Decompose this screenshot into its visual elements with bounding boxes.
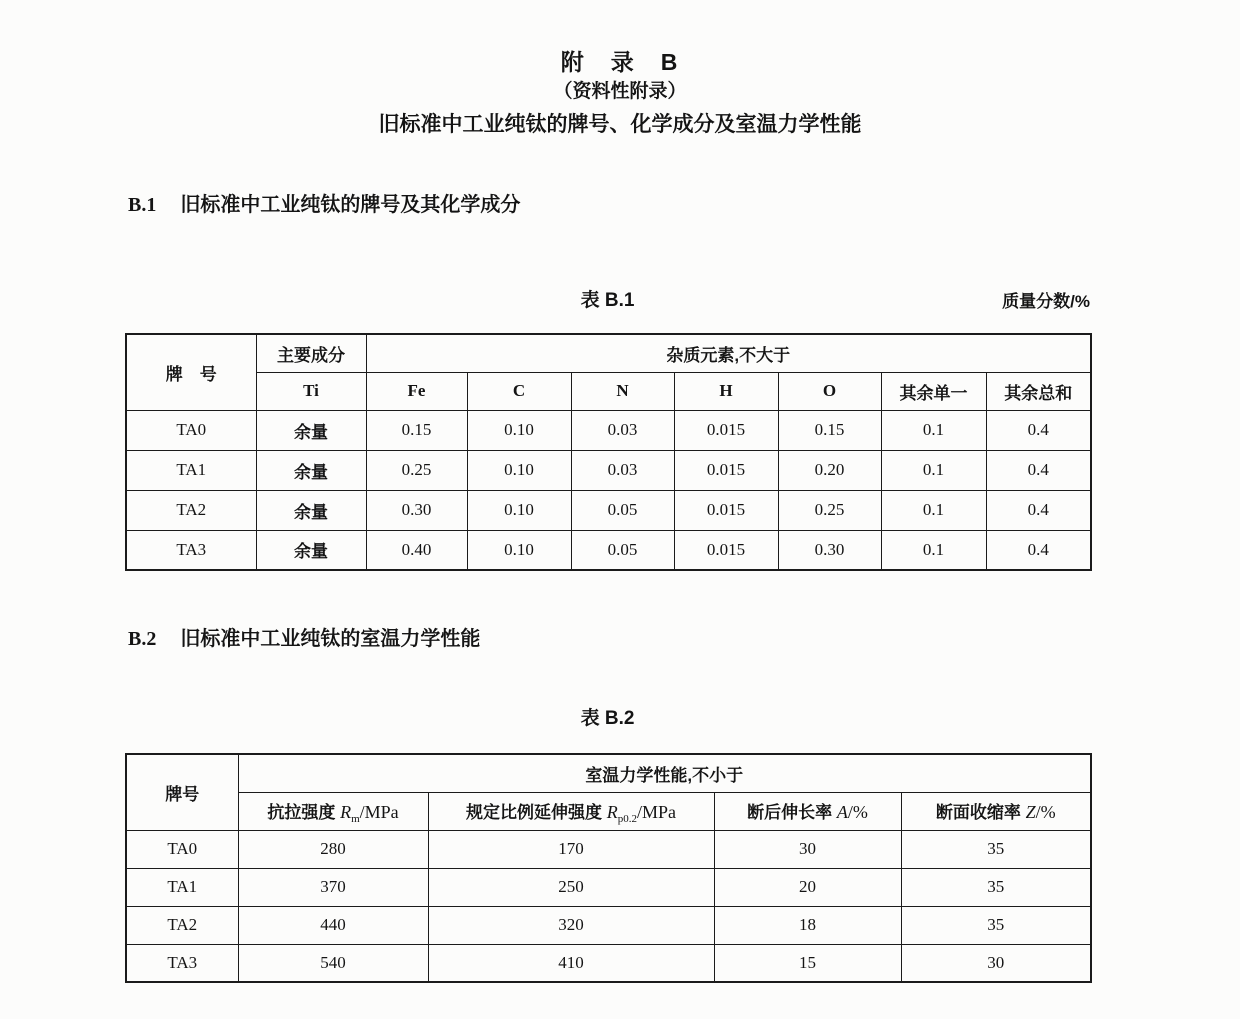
table-b2-caption-row <box>125 703 1090 729</box>
value-cell: 0.20 <box>778 450 881 490</box>
appendix-heading: 旧标准中工业纯钛的牌号、化学成分及室温力学性能 <box>378 113 862 136</box>
col-unit: /% <box>847 801 868 822</box>
table-b1-row-ta1 <box>126 450 1091 490</box>
value-cell: 30 <box>714 830 901 868</box>
value-cell: 0.015 <box>674 490 778 530</box>
value-cell: 0.4 <box>986 450 1091 490</box>
value-cell: 余量 <box>256 450 366 490</box>
table-b1-header-other-single: 其余单一 <box>881 372 986 410</box>
value-cell: 0.1 <box>881 490 986 530</box>
table-b1-row-ta3 <box>126 530 1091 570</box>
table-b1-header-o: O <box>778 372 881 410</box>
grade-cell: TA2 <box>126 906 238 944</box>
section-b1-heading <box>128 188 520 217</box>
table-b1-header-row-2 <box>126 372 1091 410</box>
table-b1-row-ta0 <box>126 410 1091 450</box>
table-b1-header-h: H <box>674 372 778 410</box>
section-b2-number: B.2 <box>128 628 157 650</box>
table-b1-unit-label: 质量分数/% <box>1002 292 1090 311</box>
value-cell: 170 <box>428 830 714 868</box>
value-cell: 30 <box>901 944 1091 982</box>
value-cell: 0.03 <box>571 450 674 490</box>
col-unit: /MPa <box>636 801 676 822</box>
value-cell: 0.05 <box>571 490 674 530</box>
section-b1-title: 旧标准中工业纯钛的牌号及其化学成分 <box>180 194 521 216</box>
value-cell: 35 <box>901 868 1091 906</box>
table-b2-row-ta1 <box>126 868 1091 906</box>
col-unit: /MPa <box>359 801 399 822</box>
table-b2-header-elongation <box>714 792 901 830</box>
col-subscript: m <box>351 812 360 825</box>
table-b2-header-properties-group: 室温力学性能,不小于 <box>238 754 1091 792</box>
appendix-subtitle: （资料性附录） <box>553 81 687 102</box>
table-b1-header-fe: Fe <box>366 372 467 410</box>
value-cell: 余量 <box>256 530 366 570</box>
value-cell: 0.4 <box>986 410 1091 450</box>
table-b2-row-ta2 <box>126 906 1091 944</box>
value-cell: 0.015 <box>674 410 778 450</box>
table-b1-header-grade: 牌 号 <box>126 334 256 410</box>
value-cell: 0.10 <box>467 410 571 450</box>
value-cell: 0.25 <box>778 490 881 530</box>
value-cell: 20 <box>714 868 901 906</box>
col-label-text: 断面收缩率 <box>935 802 1026 822</box>
table-b1-header-ti: Ti <box>256 372 366 410</box>
value-cell: 0.015 <box>674 450 778 490</box>
value-cell: 0.1 <box>881 410 986 450</box>
value-cell: 370 <box>238 868 428 906</box>
grade-cell: TA0 <box>126 830 238 868</box>
value-cell: 0.40 <box>366 530 467 570</box>
value-cell: 0.03 <box>571 410 674 450</box>
table-b2-header-tensile-strength <box>238 792 428 830</box>
value-cell: 15 <box>714 944 901 982</box>
col-symbol: R <box>606 801 618 822</box>
value-cell: 0.1 <box>881 450 986 490</box>
section-b2-heading <box>128 622 480 651</box>
col-label-text: 断后伸长率 <box>747 802 837 822</box>
col-symbol: A <box>836 801 848 822</box>
table-b2-header-reduction-of-area <box>901 792 1091 830</box>
col-label-text: 抗拉强度 <box>267 802 341 822</box>
grade-cell: TA1 <box>126 450 256 490</box>
table-b1-caption-row <box>125 285 1090 311</box>
value-cell: 0.15 <box>778 410 881 450</box>
value-cell: 0.4 <box>986 530 1091 570</box>
table-b1-row-ta2 <box>126 490 1091 530</box>
value-cell: 0.25 <box>366 450 467 490</box>
value-cell: 0.15 <box>366 410 467 450</box>
table-b1-header-main-component: 主要成分 <box>256 334 366 372</box>
table-b2-caption: 表 B.2 <box>580 708 635 729</box>
table-b2-row-ta3 <box>126 944 1091 982</box>
appendix-title: 附 录 B <box>560 49 680 75</box>
value-cell: 0.30 <box>778 530 881 570</box>
table-b2-header-row-2 <box>126 792 1091 830</box>
value-cell: 250 <box>428 868 714 906</box>
section-b2-title: 旧标准中工业纯钛的室温力学性能 <box>180 628 481 650</box>
col-symbol: Z <box>1025 801 1036 822</box>
value-cell: 余量 <box>256 410 366 450</box>
col-symbol: R <box>340 801 352 822</box>
grade-cell: TA3 <box>126 530 256 570</box>
table-b1-header-n: N <box>571 372 674 410</box>
value-cell: 0.015 <box>674 530 778 570</box>
value-cell: 35 <box>901 906 1091 944</box>
value-cell: 18 <box>714 906 901 944</box>
value-cell: 320 <box>428 906 714 944</box>
value-cell: 0.10 <box>467 530 571 570</box>
table-b1-caption: 表 B.1 <box>580 290 635 311</box>
value-cell: 540 <box>238 944 428 982</box>
value-cell: 0.4 <box>986 490 1091 530</box>
value-cell: 余量 <box>256 490 366 530</box>
table-b2-header-proof-strength <box>428 792 714 830</box>
grade-cell: TA0 <box>126 410 256 450</box>
value-cell: 35 <box>901 830 1091 868</box>
table-b2-header-row-1 <box>126 754 1091 792</box>
col-unit: /% <box>1035 801 1056 822</box>
value-cell: 440 <box>238 906 428 944</box>
table-b1-header-c: C <box>467 372 571 410</box>
table-b1-header-row-1 <box>126 334 1091 372</box>
table-b2 <box>125 753 1092 983</box>
value-cell: 410 <box>428 944 714 982</box>
value-cell: 0.30 <box>366 490 467 530</box>
value-cell: 0.05 <box>571 530 674 570</box>
grade-cell: TA1 <box>126 868 238 906</box>
section-b1-number: B.1 <box>128 194 157 216</box>
table-b1-header-impurities-group: 杂质元素,不大于 <box>366 334 1091 372</box>
grade-cell: TA3 <box>126 944 238 982</box>
col-label-text: 规定比例延伸强度 <box>466 802 607 822</box>
col-subscript: p0.2 <box>617 812 637 825</box>
table-b2-row-ta0 <box>126 830 1091 868</box>
value-cell: 0.10 <box>467 450 571 490</box>
value-cell: 280 <box>238 830 428 868</box>
table-b2-header-grade: 牌号 <box>126 754 238 830</box>
value-cell: 0.10 <box>467 490 571 530</box>
value-cell: 0.1 <box>881 530 986 570</box>
grade-cell: TA2 <box>126 490 256 530</box>
table-b1-header-other-total: 其余总和 <box>986 372 1091 410</box>
table-b1 <box>125 333 1092 571</box>
